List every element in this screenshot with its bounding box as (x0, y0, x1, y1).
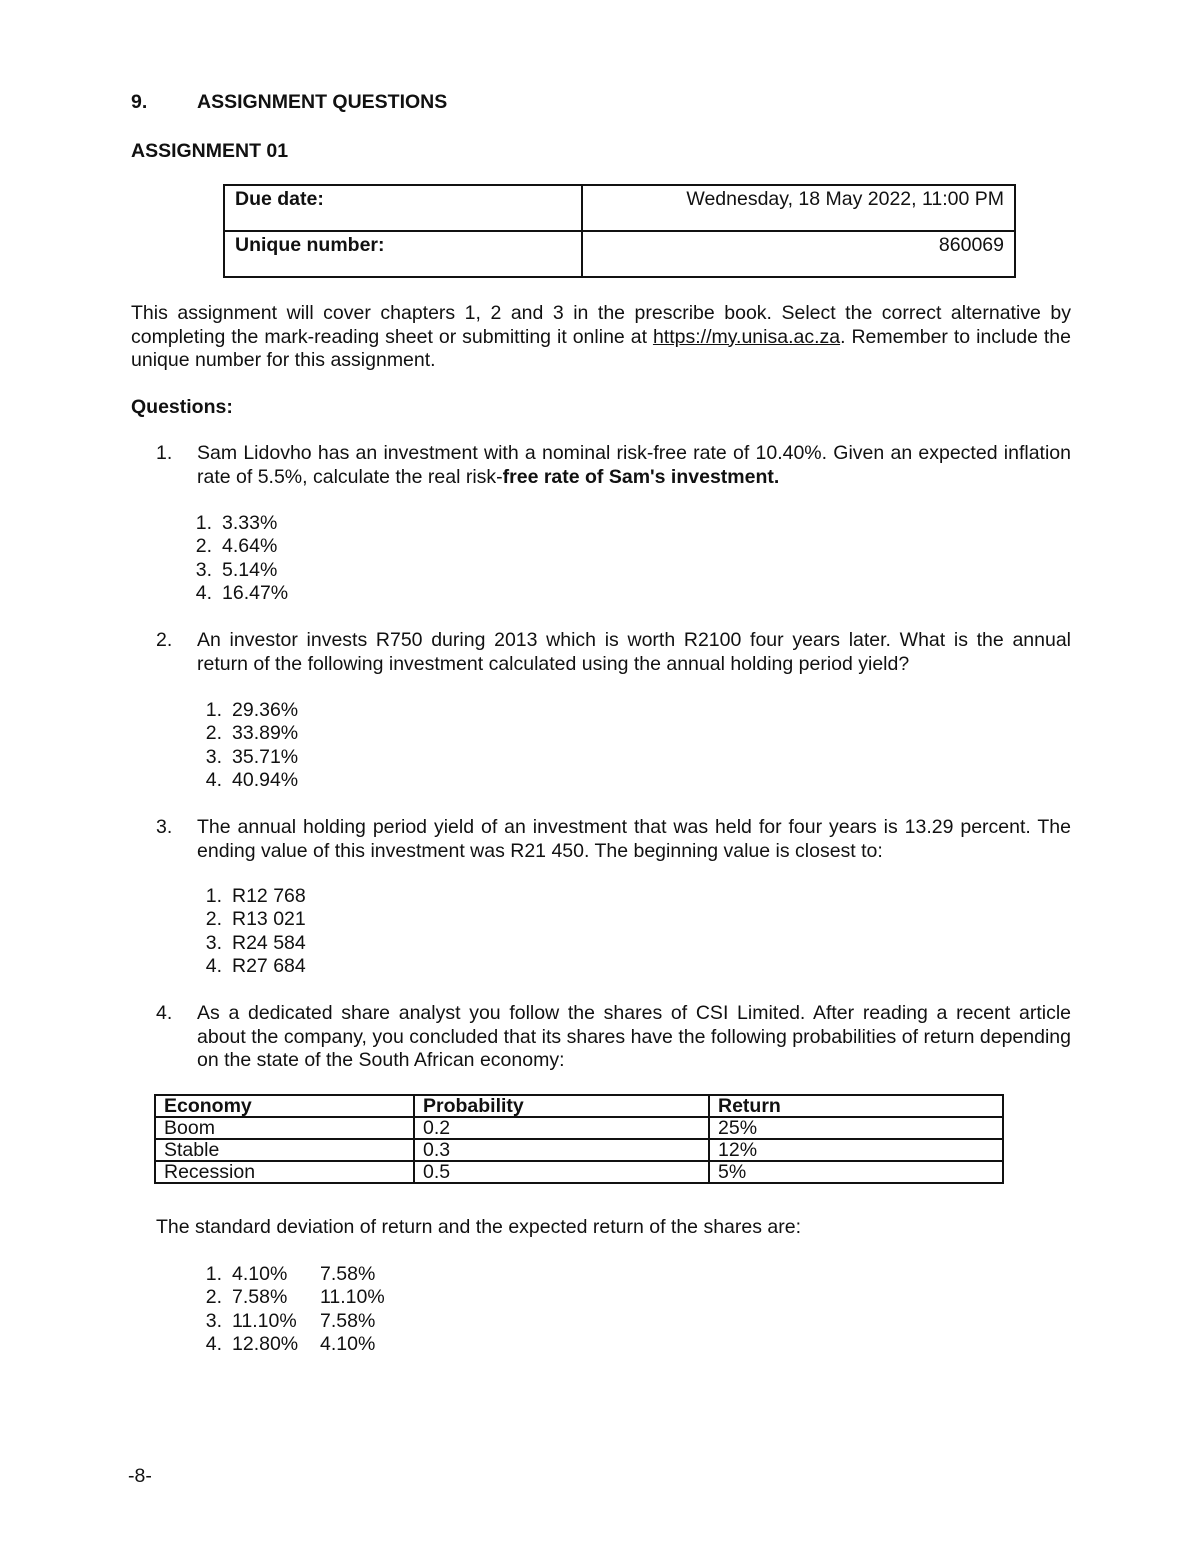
option-number: 1. (205, 699, 222, 721)
option-value: R24 584 (232, 931, 306, 954)
option-number: 1. (195, 512, 212, 534)
question-number: 3. (156, 816, 173, 838)
option-value: 33.89% (232, 722, 299, 745)
table-row (155, 1161, 1003, 1183)
option (188, 535, 288, 558)
question-text: An investor invests R750 during 2013 which is worth R2100 four years later. What is the annual return of the following investment calculated using the annual holding period yield? (197, 629, 1071, 675)
table-header-cell: Probability (414, 1095, 709, 1117)
option-number: 3. (205, 1309, 222, 1332)
option (188, 512, 288, 535)
question-1 (156, 442, 1071, 489)
option-number: 2. (205, 908, 222, 931)
option (188, 559, 288, 582)
option-number: 2. (205, 722, 222, 745)
due-date-label: Due date: (224, 185, 582, 231)
unique-number-value: 860069 (582, 231, 1015, 277)
option-expected-return: 4.10% (320, 1332, 376, 1355)
option-number: 4. (205, 954, 222, 977)
option-number: 4. (195, 581, 212, 604)
option-number: 1. (205, 1263, 222, 1285)
intro-text-end: . Remember to include the unique number for this assignment. (131, 325, 1071, 371)
question-text (197, 442, 1071, 489)
option (198, 722, 298, 745)
option-std-dev: 12.80% (232, 1332, 299, 1355)
table-row (155, 1117, 1003, 1139)
option-number: 4. (205, 768, 222, 791)
economy-probability-table (154, 1094, 1004, 1184)
question-text-bold: free rate of Sam's investment. (502, 465, 780, 488)
option-number: 3. (205, 745, 222, 768)
option-value: 16.47% (222, 581, 289, 604)
option-number: 4. (205, 1332, 222, 1355)
table-cell: Recession (155, 1161, 414, 1183)
page-number: -8- (128, 1465, 152, 1487)
option-expected-return: 7.58% (320, 1309, 376, 1332)
option-number: 1. (205, 885, 222, 907)
question-2 (156, 629, 1071, 676)
questions-label: Questions: (131, 396, 233, 418)
option (198, 955, 306, 978)
option (198, 1310, 385, 1333)
section-number: 9. (131, 91, 148, 113)
assignment-title: ASSIGNMENT 01 (131, 140, 289, 162)
option (198, 1263, 385, 1286)
question-4-options (198, 1263, 385, 1356)
option (198, 746, 298, 769)
option-value: 29.36% (232, 699, 299, 721)
option-number: 2. (195, 535, 212, 558)
question-1-options (188, 512, 288, 605)
option (198, 769, 298, 792)
unique-number-label: Unique number: (224, 231, 582, 277)
option-number: 3. (205, 931, 222, 954)
option-number: 3. (195, 558, 212, 581)
option-value: R27 684 (232, 954, 306, 977)
option-value: 5.14% (222, 558, 278, 581)
option (188, 582, 288, 605)
option (198, 885, 306, 908)
table-row (155, 1139, 1003, 1161)
due-date-value: Wednesday, 18 May 2022, 11:00 PM (582, 185, 1015, 231)
question-text: As a dedicated share analyst you follow the shares of CSI Limited. After reading a recent article about the company, you concluded that its shares have the following probabilities of return depending on the state of the South African economy: (197, 1002, 1071, 1071)
assignment-info-table (223, 184, 1016, 278)
option-expected-return: 11.10% (320, 1286, 385, 1309)
table-header-row (155, 1095, 1003, 1117)
intro-text: This assignment will cover chapters 1, 2 and 3 in the prescribe book. Select the correct alternative by completing the mark-reading sheet or submitting it online at (131, 302, 1071, 348)
unisa-link[interactable]: https://my.unisa.ac.za (652, 325, 841, 348)
intro-paragraph (131, 302, 1071, 373)
table-cell: 0.5 (414, 1161, 709, 1183)
option-value: R12 768 (232, 885, 306, 907)
table-header-cell: Return (709, 1095, 1003, 1117)
option-value: 35.71% (232, 745, 299, 768)
option (198, 908, 306, 931)
question-text: The annual holding period yield of an investment that was held for four years is 13.29 percent. The ending value of this investment was R21 450. The beginning value is closest to: (197, 816, 1071, 862)
question-number: 4. (156, 1002, 173, 1024)
question-2-options (198, 699, 298, 792)
option-number: 2. (205, 1286, 222, 1309)
table-cell: 0.2 (414, 1117, 709, 1139)
option-value: R13 021 (232, 908, 306, 931)
option-expected-return: 7.58% (320, 1263, 376, 1285)
option-std-dev: 4.10% (232, 1263, 288, 1285)
question-text-normal: Sam Lidovho has an investment with a nominal risk-free rate of 10.40%. Given an expected inflation rate of 5.5%, calculate the real risk- (197, 442, 1071, 488)
table-cell: 25% (709, 1117, 1003, 1139)
option (198, 1333, 385, 1356)
table-cell: 5% (709, 1161, 1003, 1183)
option (198, 932, 306, 955)
table-cell: 0.3 (414, 1139, 709, 1161)
option-value: 40.94% (232, 768, 299, 791)
section-heading (131, 91, 447, 115)
question-4 (156, 1002, 1071, 1073)
option-value: 4.64% (222, 535, 278, 558)
option (198, 1286, 385, 1309)
question-number: 2. (156, 629, 173, 651)
option-value: 3.33% (222, 512, 278, 534)
table-header-cell: Economy (155, 1095, 414, 1117)
option-std-dev: 11.10% (232, 1309, 297, 1332)
question-4-followup: The standard deviation of return and the expected return of the shares are: (156, 1216, 801, 1238)
table-cell: Boom (155, 1117, 414, 1139)
option (198, 699, 298, 722)
question-number: 1. (156, 442, 173, 464)
question-3-options (198, 885, 306, 978)
question-3 (156, 816, 1071, 863)
table-cell: Stable (155, 1139, 414, 1161)
table-cell: 12% (709, 1139, 1003, 1161)
section-title: ASSIGNMENT QUESTIONS (197, 91, 448, 113)
option-std-dev: 7.58% (232, 1286, 288, 1309)
